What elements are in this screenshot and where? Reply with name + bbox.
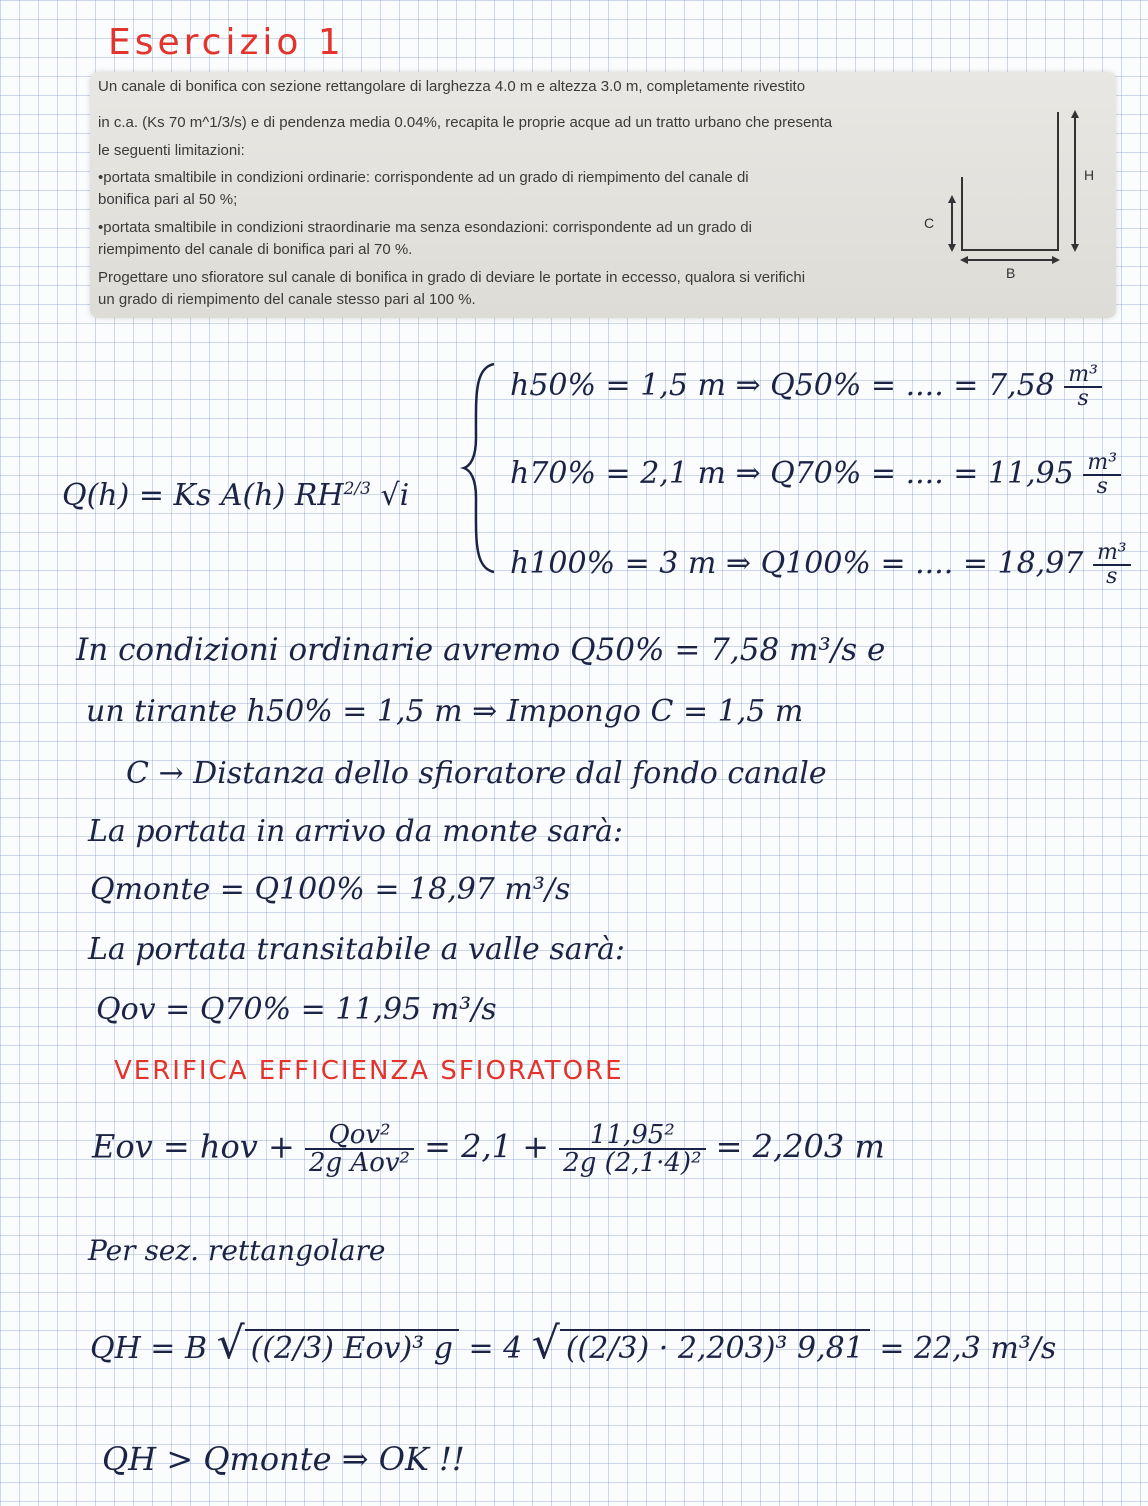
problem-line: un grado di riempimento del canale stesso pari al 100 %. bbox=[98, 291, 476, 308]
body-line: Qmonte = Q100% = 18,97 m³/s bbox=[90, 872, 571, 907]
section-title: VERIFICA EFFICIENZA SFIORATORE bbox=[114, 1056, 624, 1086]
label-b: B bbox=[1006, 265, 1016, 281]
rect-section-label: Per sez. rettangolare bbox=[88, 1234, 386, 1267]
problem-line: bonifica pari al 50 %; bbox=[98, 191, 238, 208]
label-c: C bbox=[924, 215, 935, 231]
body-line: La portata transitabile a valle sarà: bbox=[88, 932, 625, 967]
formula-sqrt: √i bbox=[380, 478, 410, 513]
body-line: C → Distanza dello sfioratore dal fondo canale bbox=[126, 756, 827, 791]
problem-line: Progettare uno sfioratore sul canale di bonifica in grado di deviare le portate in eccesso, qualora si verifichi bbox=[98, 269, 806, 286]
problem-statement bbox=[90, 72, 1116, 318]
formula-exponent: 2/3 bbox=[343, 479, 371, 499]
discharge-formula bbox=[62, 478, 409, 513]
conclusion: QH > Qmonte ⇒ OK !! bbox=[102, 1440, 465, 1478]
case-70: h70% = 2,1 m ⇒ Q70% = .... = 11,95 $\frac{\text{m³}}{s}$ bbox=[510, 452, 1121, 498]
page-title: Esercizio 1 bbox=[108, 22, 345, 63]
energy-equation: Eov = hov + $\frac{\text{Qov²}}{\text{2g Aov²}}$ = 2,1 + $\frac{\text{11,95²}}{\text{2g (2,1·4)²}}$ = 2,203 m bbox=[92, 1120, 885, 1178]
problem-line: le seguenti limitazioni: bbox=[98, 142, 245, 159]
case-100: h100% = 3 m ⇒ Q100% = .... = 18,97 $\frac{\text{m³}}{s}$ bbox=[510, 542, 1131, 588]
qh-equation: QH = B √ ((2/3) Eov)³ g = 4 √ ((2/3) · 2,203)³ 9,81 = 22,3 m³/s bbox=[90, 1318, 1057, 1369]
label-h: H bbox=[1084, 167, 1095, 183]
body-line: un tirante h50% = 1,5 m ⇒ Impongo C = 1,5 m bbox=[86, 694, 804, 729]
formula-lhs: Q(h) = Ks A(h) RH bbox=[62, 478, 344, 513]
problem-line: •portata smaltibile in condizioni ordinarie: corrispondente ad un grado di riempimento del canale di bbox=[98, 169, 749, 186]
problem-line: in c.a. (Ks 70 m^1/3/s) e di pendenza media 0.04%, recapita le proprie acque ad un tratto urbano che presenta bbox=[98, 114, 833, 131]
problem-line: riempimento del canale di bonifica pari al 70 %. bbox=[98, 241, 413, 258]
problem-line: Un canale di bonifica con sezione rettangolare di larghezza 4.0 m e altezza 3.0 m, completamente rivestito bbox=[98, 78, 806, 95]
case-50: h50% = 1,5 m ⇒ Q50% = .... = 7,58 $\frac{\text{m³}}{s}$ bbox=[510, 364, 1102, 410]
problem-line: •portata smaltibile in condizioni straordinarie ma senza esondazioni: corrispondente ad un grado di bbox=[98, 219, 752, 236]
body-line: In condizioni ordinarie avremo Q50% = 7,58 m³/s e bbox=[76, 632, 886, 668]
body-line: Qov = Q70% = 11,95 m³/s bbox=[96, 992, 497, 1027]
channel-section-diagram bbox=[90, 72, 1116, 318]
cases-brace bbox=[460, 358, 500, 578]
body-line: La portata in arrivo da monte sarà: bbox=[88, 814, 623, 849]
